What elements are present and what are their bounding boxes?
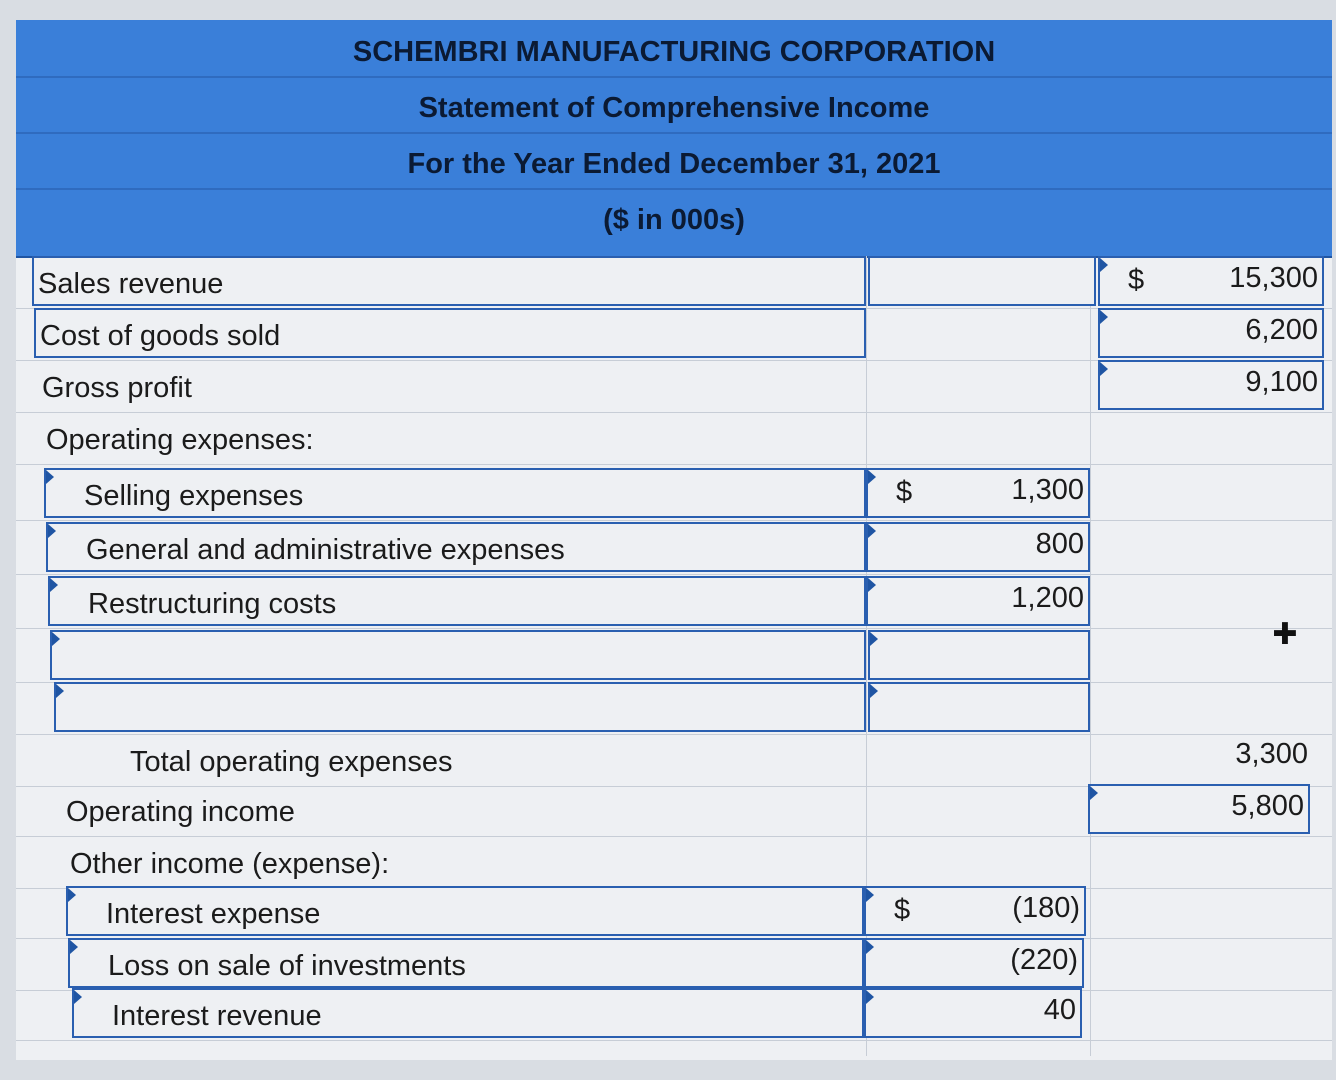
currency-sign: $ xyxy=(894,894,911,926)
operating-income-amount[interactable] xyxy=(1088,784,1310,834)
loss-investments-label[interactable] xyxy=(68,938,864,988)
input-marker-icon xyxy=(68,888,76,902)
row-interest-expense xyxy=(16,886,1332,939)
loss-investments-value: (220) xyxy=(1010,944,1078,976)
blank-2-amount[interactable] xyxy=(868,682,1090,732)
statement-header xyxy=(16,20,1332,258)
input-marker-icon xyxy=(52,632,60,646)
other-income-label: Other income (expense): xyxy=(70,848,390,880)
gross-profit-amount[interactable] xyxy=(1098,360,1324,410)
input-marker-icon xyxy=(866,888,874,902)
sales-revenue-mid-cell[interactable] xyxy=(868,256,1096,306)
gross-profit-label: Gross profit xyxy=(42,372,192,404)
row-interest-revenue xyxy=(16,988,1332,1041)
input-marker-icon xyxy=(866,940,874,954)
operating-income-label: Operating income xyxy=(66,796,295,828)
input-marker-icon xyxy=(48,524,56,538)
statement-units: ($ in 000s) xyxy=(603,204,745,236)
row-total-operating xyxy=(16,734,1332,787)
row-sales-revenue xyxy=(16,256,1332,309)
selling-expenses-text: Selling expenses xyxy=(84,480,304,512)
row-blank-2 xyxy=(16,682,1332,735)
cogs-value: 6,200 xyxy=(1245,314,1318,346)
sales-revenue-label[interactable] xyxy=(32,256,866,306)
interest-revenue-label[interactable] xyxy=(72,988,864,1038)
input-marker-icon xyxy=(1100,362,1108,376)
interest-revenue-amount[interactable] xyxy=(864,988,1082,1038)
statement-period: For the Year Ended December 31, 2021 xyxy=(407,148,941,180)
cogs-text: Cost of goods sold xyxy=(40,320,281,352)
input-marker-icon xyxy=(46,470,54,484)
operating-income-value: 5,800 xyxy=(1231,790,1304,822)
selling-expenses-value: 1,300 xyxy=(1011,474,1084,506)
input-marker-icon xyxy=(866,990,874,1004)
row-operating-expenses-header xyxy=(16,412,1332,465)
input-marker-icon xyxy=(1100,258,1108,272)
input-marker-icon xyxy=(1100,310,1108,324)
input-marker-icon xyxy=(868,470,876,484)
row-cogs xyxy=(16,308,1332,361)
g-and-a-label[interactable] xyxy=(46,522,866,572)
input-marker-icon xyxy=(870,632,878,646)
input-marker-icon xyxy=(1090,786,1098,800)
row-operating-income xyxy=(16,784,1332,837)
interest-expense-label[interactable] xyxy=(66,886,864,936)
restructuring-amount[interactable] xyxy=(866,576,1090,626)
input-marker-icon xyxy=(868,578,876,592)
interest-expense-text: Interest expense xyxy=(106,898,321,930)
plus-cursor-icon: ✚ xyxy=(1272,618,1298,651)
restructuring-text: Restructuring costs xyxy=(88,588,337,620)
interest-revenue-text: Interest revenue xyxy=(112,1000,322,1032)
input-marker-icon xyxy=(56,684,64,698)
loss-investments-amount[interactable] xyxy=(864,938,1084,988)
g-and-a-text: General and administrative expenses xyxy=(86,534,565,566)
input-marker-icon xyxy=(870,684,878,698)
blank-1-label[interactable] xyxy=(50,630,866,680)
interest-revenue-value: 40 xyxy=(1043,994,1076,1026)
total-operating-value: 3,300 xyxy=(1235,738,1308,770)
g-and-a-value: 800 xyxy=(1035,528,1084,560)
operating-expenses-label: Operating expenses: xyxy=(46,424,314,456)
gross-profit-value: 9,100 xyxy=(1245,366,1318,398)
currency-sign: $ xyxy=(896,476,913,508)
row-gross-profit xyxy=(16,360,1332,413)
income-statement-worksheet xyxy=(16,20,1332,1060)
statement-title: Statement of Comprehensive Income xyxy=(418,92,930,124)
cogs-amount[interactable] xyxy=(1098,308,1324,358)
selling-expenses-amount[interactable] xyxy=(866,468,1090,518)
row-blank-1 xyxy=(16,630,1332,683)
blank-2-label[interactable] xyxy=(54,682,866,732)
interest-expense-amount[interactable] xyxy=(864,886,1086,936)
sales-revenue-amount[interactable] xyxy=(1098,256,1324,306)
total-operating-amount xyxy=(1098,734,1312,784)
loss-investments-text: Loss on sale of investments xyxy=(108,950,466,982)
currency-sign: $ xyxy=(1128,264,1145,296)
cogs-label[interactable] xyxy=(34,308,866,358)
sales-revenue-text: Sales revenue xyxy=(38,268,224,300)
selling-expenses-label[interactable] xyxy=(44,468,866,518)
total-operating-label: Total operating expenses xyxy=(130,746,453,778)
input-marker-icon xyxy=(74,990,82,1004)
restructuring-value: 1,200 xyxy=(1011,582,1084,614)
input-marker-icon xyxy=(70,940,78,954)
g-and-a-amount[interactable] xyxy=(866,522,1090,572)
input-marker-icon xyxy=(868,524,876,538)
row-other-income-header xyxy=(16,836,1332,889)
row-selling-expenses xyxy=(16,468,1332,521)
blank-1-amount[interactable] xyxy=(868,630,1090,680)
sales-revenue-value: 15,300 xyxy=(1229,262,1318,294)
row-g-and-a xyxy=(16,522,1332,575)
restructuring-label[interactable] xyxy=(48,576,866,626)
input-marker-icon xyxy=(50,578,58,592)
row-restructuring xyxy=(16,576,1332,629)
interest-expense-value: (180) xyxy=(1012,892,1080,924)
company-name: SCHEMBRI MANUFACTURING CORPORATION xyxy=(352,36,996,68)
row-loss-investments xyxy=(16,938,1332,991)
